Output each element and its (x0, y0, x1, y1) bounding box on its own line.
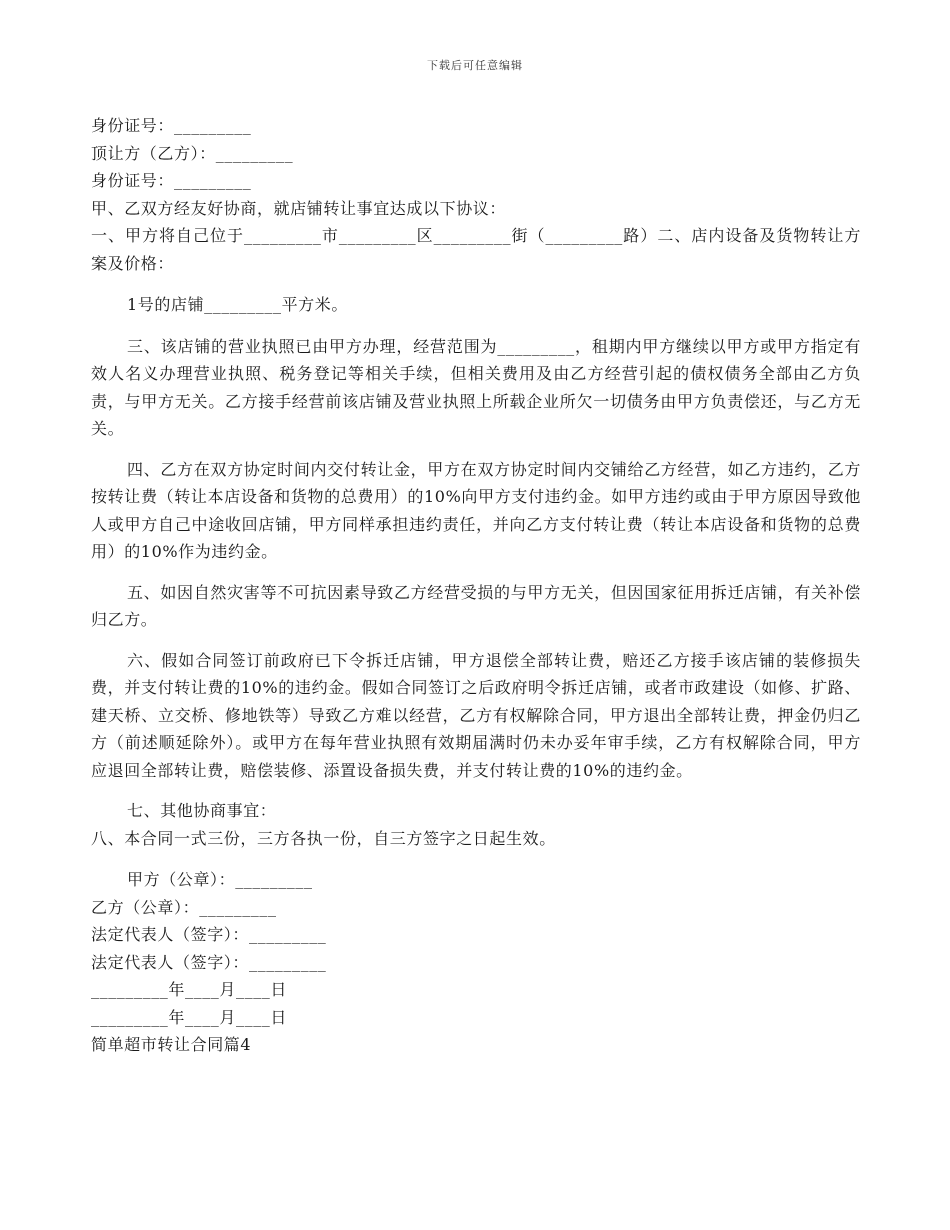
clause-8: 八、本合同一式三份，三方各执一份，自三方签字之日起生效。 (91, 828, 556, 848)
contract-body (91, 112, 861, 1059)
next-section-title: 简单超市转让合同篇4 (91, 1035, 252, 1054)
page-header: 下载后可任意编辑 (427, 59, 523, 72)
date-line-1: _________年____月____日 (91, 980, 287, 999)
id-number-line-1: 身份证号：_________ (91, 116, 252, 135)
clause-6: 六、假如合同签订前政府已下令拆迁店铺，甲方退偿全部转让费，赔还乙方接手该店铺的装修损失费，并支付转让费的10%的违约金。假如合同签订之后政府明令拆迁店铺，或者市政建设（如修、扩路、建天桥、立交桥、修地铁等）导致乙方难以经营，乙方有权解除合同，甲方退出全部转让费，押金仍归乙方（前述顺延除外）。或甲方在每年营业执照有效期届满时仍未办妥年审手续，乙方有权解除合同，甲方应退回全部转让费，赔偿装修、添置设备损失费，并支付转让费的10%的违约金。 (91, 650, 861, 780)
party-b-seal-line: 乙方（公章）：_________ (91, 897, 277, 917)
clause-5: 五、如因自然灾害等不可抗因素导致乙方经营受损的与甲方无关，但因国家征用拆迁店铺，有关补偿归乙方。 (91, 582, 861, 629)
date-line-2: _________年____月____日 (91, 1007, 287, 1027)
transferee-line: 顶让方（乙方）：_________ (91, 143, 294, 163)
legal-rep-signature-line-2: 法定代表人（签字）：_________ (91, 952, 327, 972)
legal-rep-signature-line-1: 法定代表人（签字）：_________ (91, 925, 327, 944)
clause-1: 一、甲方将自己位于_________市_________区_________街（_________路）二、店内设备及货物转让方案及价格： (91, 226, 861, 273)
shop-area-line: 1号的店铺_________平方米。 (127, 295, 348, 314)
clause-7: 七、其他协商事宜： (127, 801, 277, 820)
clause-3: 三、该店铺的营业执照已由甲方办理，经营范围为_________，租期内甲方继续以甲方或甲方指定有效人名义办理营业执照、税务登记等相关手续，但相关费用及由乙方经营引起的债权债务全部由乙方负责，与甲方无关。乙方接手经营前该店铺及营业执照上所载企业所欠一切债务由甲方负责偿还，与乙方无关。 (91, 336, 861, 438)
party-a-seal-line: 甲方（公章）：_________ (127, 870, 313, 889)
id-number-line-2: 身份证号：_________ (91, 171, 252, 190)
agreement-intro: 甲、乙双方经友好协商，就店铺转让事宜达成以下协议： (91, 198, 507, 218)
clause-4: 四、乙方在双方协定时间内交付转让金，甲方在双方协定时间内交铺给乙方经营，如乙方违约，乙方按转让费（转让本店设备和货物的总费用）的10%向甲方支付违约金。如甲方违约或由于甲方原因导致他人或甲方自己中途收回店铺，甲方同样承担违约责任，并向乙方支付转让费（转让本店设备和货物的总费用）的10%作为违约金。 (91, 459, 861, 561)
